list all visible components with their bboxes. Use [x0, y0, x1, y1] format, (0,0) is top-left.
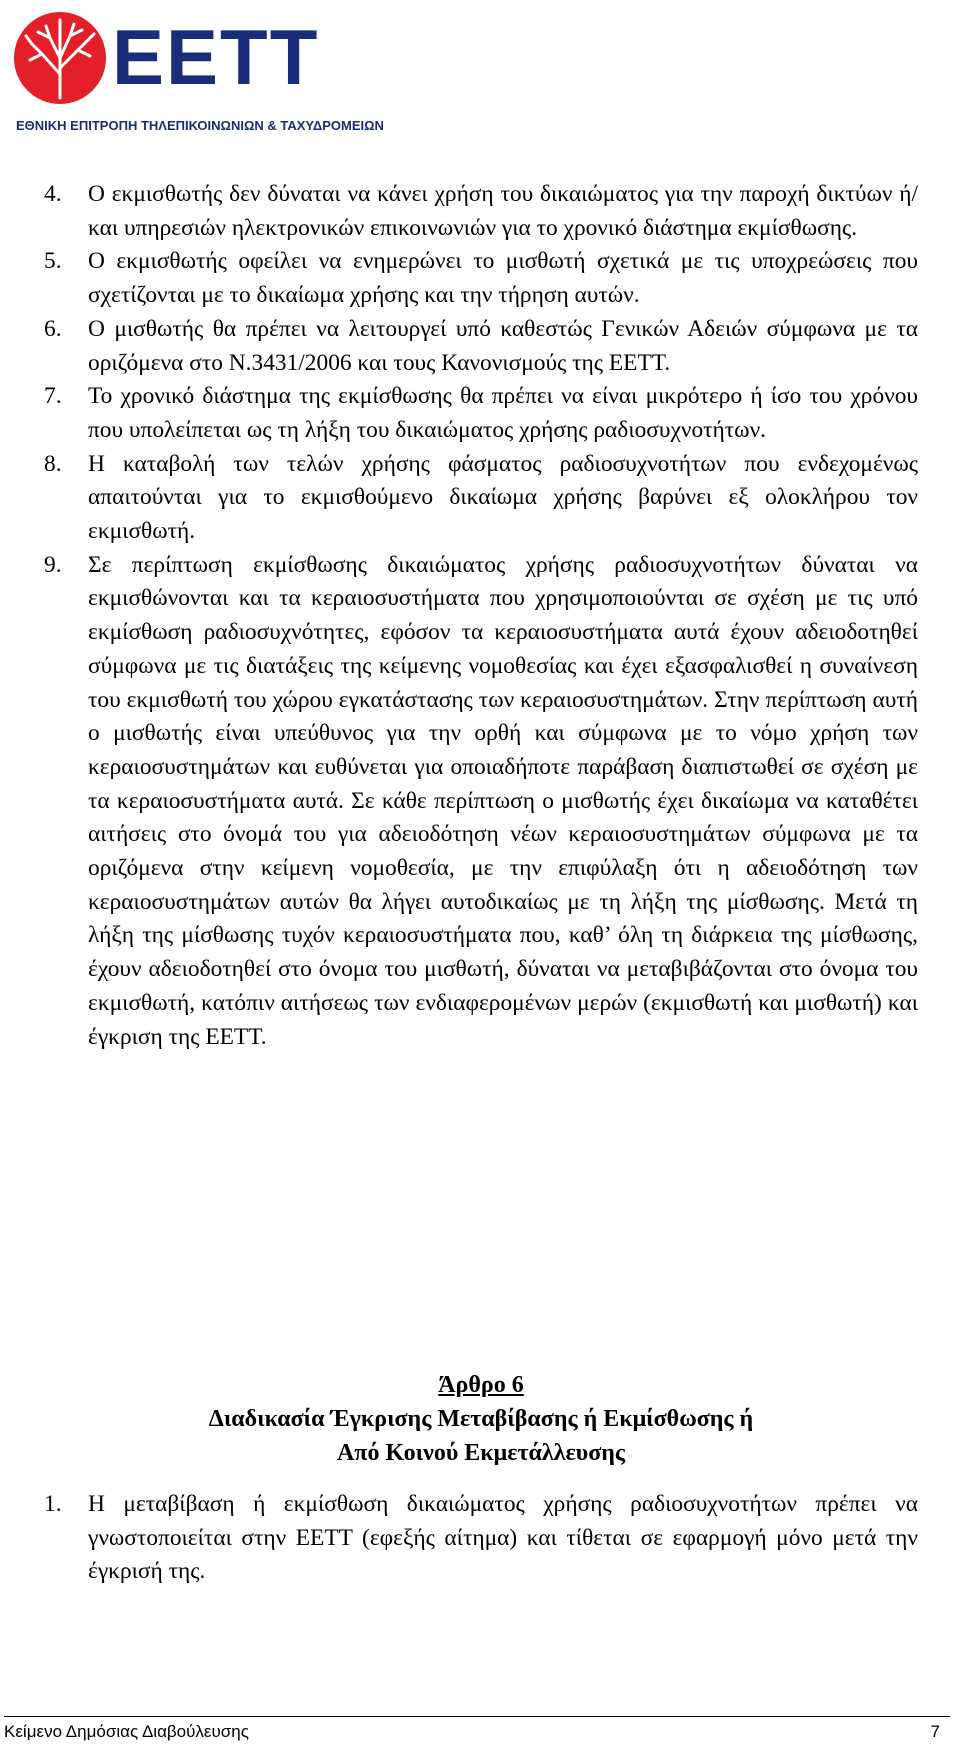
- article-title-line1: Διαδικασία Έγκρισης Μεταβίβασης ή Εκμίσθωσης ή: [208, 1406, 754, 1432]
- list-item: [44, 380, 918, 447]
- item-text: Ο εκμισθωτής οφείλει να ενημερώνει το μισθωτή σχετικά με τις υποχρεώσεις που σχετίζονται με το δικαίωμα χρήσης και την τήρηση αυτών.: [88, 248, 918, 309]
- item-text: Ο εκμισθωτής δεν δύναται να κάνει χρήση του δικαιώματος για την παροχή δικτύων ή/και υπηρεσιών ηλεκτρονικών επικοινωνιών για το χρονικό διάστημα εκμίσθωσης.: [88, 181, 918, 241]
- item-number: 6.: [44, 315, 62, 342]
- article-number: Άρθρο 6: [438, 1372, 524, 1398]
- list-item: [44, 245, 918, 312]
- item-number: 8.: [44, 450, 62, 477]
- item-text: Η καταβολή των τελών χρήσης φάσματος ραδιοσυχνοτήτων που ενδεχομένως απαιτούνται για το εκμισθούμενο δικαίωμα χρήσης βαρύνει εξ ολοκλήρου τον εκμισθωτή.: [88, 450, 918, 545]
- article-heading: [44, 1368, 918, 1470]
- footer-label: Κείμενο Δημόσιας Διαβούλευσης: [4, 1722, 249, 1741]
- article-items-list: [44, 1488, 918, 1589]
- article-list: [44, 1488, 918, 1589]
- article-title-line2: Από Κοινού Εκμετάλλευσης: [336, 1440, 626, 1466]
- item-number: 7.: [44, 383, 62, 410]
- item-number: 4.: [44, 181, 62, 207]
- list-item: [44, 549, 918, 1055]
- item-text: Ο μισθωτής θα πρέπει να λειτουργεί υπό καθεστώς Γενικών Αδειών σύμφωνα με τα οριζόμενα στο Ν.3431/2006 και τους Κανονισμούς της ΕΕΤΤ.: [88, 315, 918, 376]
- logo-wordmark: ΕΕΤΤ: [112, 13, 320, 101]
- item-text: Σε περίπτωση εκμίσθωσης δικαιώματος χρήσης ραδιοσυχνοτήτων δύναται να εκμισθώνονται και τα κεραιοσυστήματα που χρησιμοποιούνται σε σχέση με τις υπό εκμίσθωση ραδιοσυχνότητες, εφόσον τα κεραιοσυστήματα αυτά έχουν αδειοδοτηθεί σύμφωνα με τις διατάξεις της κείμενης νομοθεσίας και έχει εξασφαλισθεί η συναίνεση του εκμισθωτή του χώρου εγκατάστασης των κεραιοσυστημάτων. Στην περίπτωση αυτή ο μισθωτής είναι υπεύθυνος για την ορθή και σύμφωνα με το νόμο χρήση των κεραιοσυστημάτων και ευθύνεται για οποιαδήποτε παράβαση διαπιστωθεί σε σχέση με τα κεραιοσυστήματα αυτά. Σε κάθε περίπτωση ο μισθωτής έχει δικαίωμα να καταθέτει αιτήσεις στο όνομά του για αδειοδότηση νέων κεραιοσυστημάτων σύμφωνα με τα οριζόμενα στην κείμενη νομοθεσία, με την επιφύλαξη ότι η αδειοδότηση των κεραιοσυστημάτων αυτών θα λήγει αυτοδικαίως με τη λήξη της μίσθωσης. Μετά τη λήξη της μίσθωσης τυχόν κεραιοσυστήματα που, καθ’ όλη τη διάρκεια της μίσθωσης, έχουν αδειοδοτηθεί στο όνομα του μισθωτή, δύναται να μεταβιβάζονται στο όνομα του εκμισθωτή, κατόπιν αιτήσεως των ενδιαφερομένων μερών (εκμισθωτή και μισθωτή) και έγκριση της ΕΕΤΤ.: [88, 551, 918, 1050]
- eett-logo: [10, 8, 384, 136]
- list-item: [44, 178, 918, 245]
- item-number: 5.: [44, 248, 62, 275]
- item-text: Η μεταβίβαση ή εκμίσθωση δικαιώματος χρήσης ραδιοσυχνοτήτων πρέπει να γνωστοποιείται στην ΕΕΤΤ (εφεξής αίτημα) και τίθεται σε εφαρμογή μόνο μετά την έγκρισή της.: [88, 1491, 918, 1585]
- document-body: [44, 178, 918, 1585]
- tree-emblem-icon: [10, 8, 110, 108]
- list-item: [44, 313, 918, 380]
- conditions-list: [44, 178, 918, 1054]
- item-number: 9.: [44, 551, 62, 578]
- page-number: 7: [930, 1722, 940, 1741]
- list-item: [44, 1488, 918, 1589]
- item-number: 1.: [44, 1491, 62, 1517]
- logo-caption: ΕΘΝΙΚΗ ΕΠΙΤΡΟΠΗ ΤΗΛΕΠΙΚΟΙΝΩΝΙΩΝ & ΤΑΧΥΔΡΟΜΕΙΩΝ: [16, 118, 384, 133]
- list-item: [44, 448, 918, 549]
- page-footer: [4, 1716, 950, 1743]
- item-text: Το χρονικό διάστημα της εκμίσθωσης θα πρέπει να είναι μικρότερο ή ίσο του χρόνου που υπολείπεται ως τη λήξη του δικαιώματος χρήσης ραδιοσυχνοτήτων.: [88, 383, 918, 443]
